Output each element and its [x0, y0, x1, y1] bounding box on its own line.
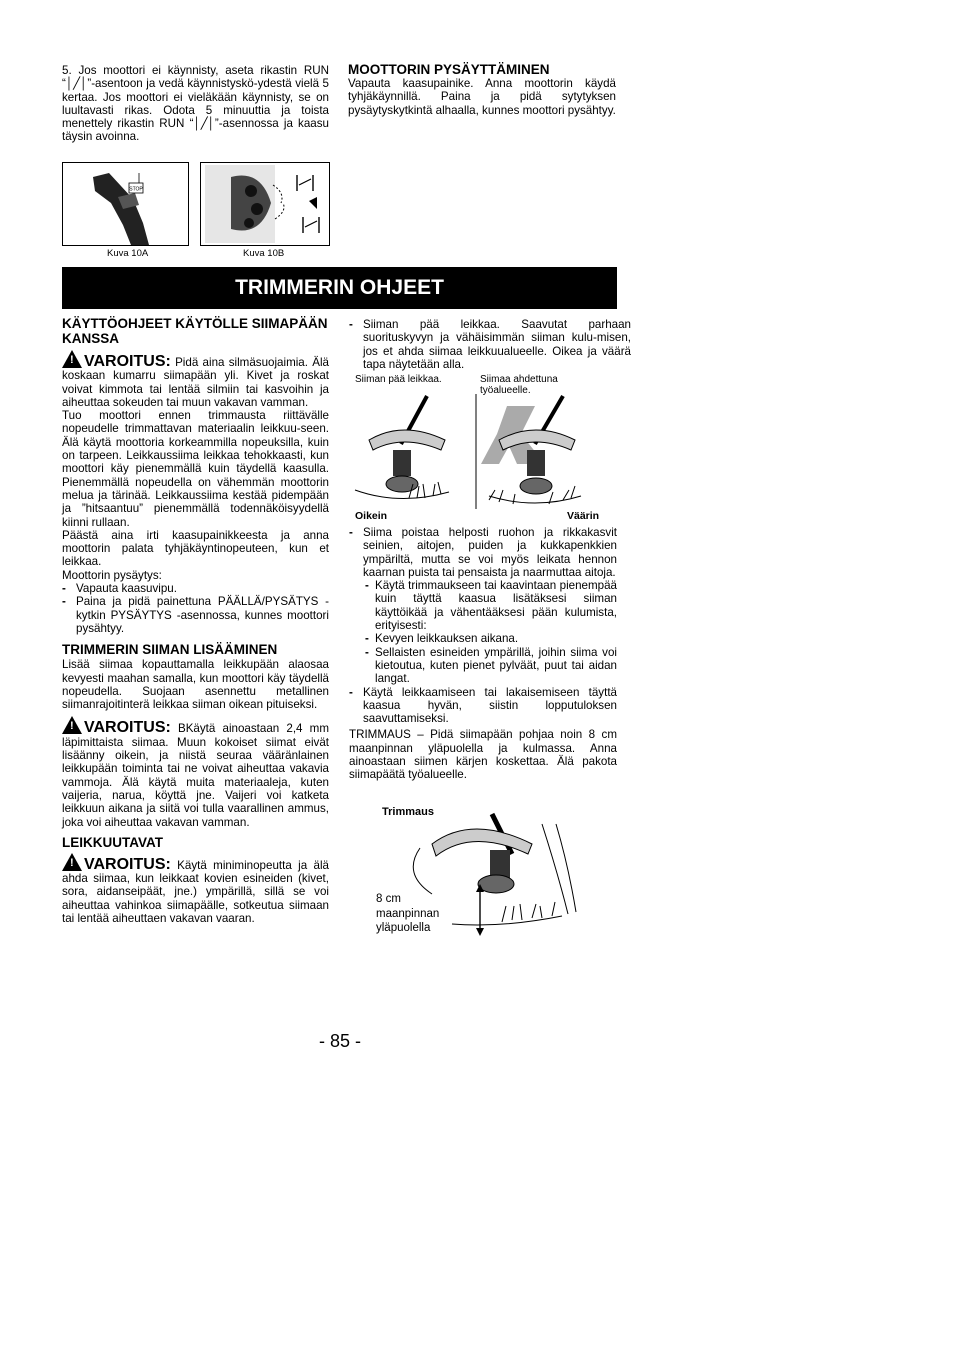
cutting-methods-heading: LEIKKUUTAVAT — [62, 834, 163, 850]
trimmer-head-illustration — [349, 394, 617, 512]
operation-heading: KÄYTTÖOHJEET KÄYTÖLLE SIIMAPÄÄN KANSSA — [62, 316, 328, 346]
right-subitem-3: - Sellaisten esineiden ympärillä, joihin siima voi kietoutua, kuten pienet pylväät, puut tai aidan langat. — [365, 645, 617, 686]
wrong-label: Väärin — [567, 510, 600, 522]
warning-1 — [62, 350, 329, 409]
correct-label: Oikein — [355, 510, 388, 522]
right-subitem-2: - Kevyen leikkauksen aikana. — [365, 632, 519, 646]
warning-1-text: Pidä aina silmäsuojaimia. Älä koskaan kumarru siimapään yli. Kivet ja roskat voivat kimmota tai lentää silmiin tai kasvoihin ja aiheuttaa sokeuden tai muun vakavan vamman. — [62, 356, 329, 409]
paragraph-3: Lisää siimaa kopauttamalla leikkupään alaosaa kevyesti maahan samalla, kun moottori käy täydellä nopeudella. Suojaan asennettu metallinen siimanrajoitinterä leikkaa siiman oikean pituiseksi. — [62, 658, 329, 712]
warning-3-text: Käytä miniminopeutta ja älä ahda siimaa, kun leikkaat kovien esineiden (kivet, sora, aidanseipäät, jne.) ympärillä, sillä se voi aiheuttaa vahinkoa siimapäälle, sotkeutua siimaan tai lentää aiheuttaen vakavan vaaran. — [62, 858, 329, 925]
warning-icon — [62, 853, 82, 871]
trimming-figure — [372, 804, 592, 944]
right-item-3: - Käytä leikkaamiseen tai lakaisemiseen täyttä kaasua hyvän, siistin lopputuloksen saavuttamiseksi. — [349, 685, 617, 726]
figure-10b-caption: Kuva 10B — [243, 248, 285, 259]
right-wrong-figure — [349, 372, 617, 522]
choke-illustration — [201, 163, 329, 245]
line-advance-heading: TRIMMERIN SIIMAN LISÄÄMINEN — [62, 642, 278, 658]
paragraph-2: Päästä aina irti kaasupainikkeesta ja anna moottorin palata tyhjäkäyntinopeuteen, kun et leikkaa. — [62, 528, 329, 569]
right-lower-column — [349, 526, 617, 782]
stop-intro: Moottorin pysäytys: — [62, 568, 162, 582]
left-column — [62, 316, 329, 925]
warning-word: VAROITUS: — [84, 353, 171, 370]
handle-illustration — [63, 163, 188, 245]
warning-3 — [62, 853, 329, 925]
trimming-paragraph: TRIMMAUS – Pidä siimapään pohjaa noin 8 cm maanpinnan yläpuolella ja kulmassa. Anna ainoastaan siimen kärjen koskettaa. Älä pakota siimapäätä työalueelle. — [349, 728, 617, 782]
engine-stop-heading: MOOTTORIN PYSÄYTTÄMINEN — [348, 62, 550, 77]
figure-10a-caption: Kuva 10A — [107, 248, 149, 259]
warning-icon — [62, 716, 82, 734]
right-item-1: - Siiman pää leikkaa. Saavutat parhaan suorituskyvyn ja vähäisimmän siiman kulu-misen, jos et ahda siimaa leikkuualueelle. Oikea ja väärä tapa näytetään alla. — [349, 318, 631, 371]
warning-word: VAROITUS: — [84, 719, 171, 737]
warning-2-text: BKäytä ainoastaan 2,4 mm läpimittaista siimaa. Muun kokoiset siimat eivät lisäänny oikein, ja niistä seuraa vääränlainen leikkupään toiminta tai ne voivat aiheuttaa vakavia vammoja. Älä käytä muita materiaaleja, kuten vaijeria, narua, köyttä jne. Vaijeri voi katketa leikkuun aikana ja siitä voi tulla vaarallinen ammus, joka voi aiheuttaa vakavan vamman. — [62, 722, 329, 829]
warning-2 — [62, 716, 329, 828]
figure-10a — [62, 162, 189, 246]
figure-label-right: Siimaa ahdettuna työalueelle. — [480, 374, 558, 396]
section-banner: TRIMMERIN OHJEET — [62, 267, 617, 309]
warning-icon — [62, 350, 82, 368]
figure-label-left: Siiman pää leikkaa. — [355, 374, 442, 385]
warning-word: VAROITUS: — [84, 855, 171, 873]
list-item: - Paina ja pidä painettuna PÄÄLLÄ/PYSÄTYS -kytkin PYSÄYTYS -asennossa, kunnes moottori pysähtyy. — [62, 595, 329, 635]
paragraph-1: Tuo moottori ennen trimmausta riittävälle nopeudelle trimmattavan materiaalin leikkuu-seen. Älä käytä moottoria korkeammilla nopeuksilla, kuin on tarpeen. Leikkaussiima leikkaa tehokkaasti, kun moottori käy pienemmällä kuin täydellä kaasulla. Pienemmällä nopeudella on vähemmän moottorin melua ja tärinää. Leikkaussiima kestää pidempään ja ”hitsaantuu” pienemmällä todennäköisyydellä kiinni rullaan. — [62, 409, 329, 529]
step-5-text: 5. Jos moottori ei käynnisty, aseta rikastin RUN “│╱│”-asentoon ja vedä käynnistyskö-ydestä vielä 5 kertaa. Jos moottori ei vieläkään käynnisty, se on luultavasti rikas. Odota 5 minuuttia ja toista menettely rikastin RUN “│╱│”-asennossa ja kaasu täysin avoinna. — [62, 64, 329, 144]
stop-label: STOP — [129, 186, 143, 193]
right-subitem-1: - Käytä trimmaukseen tai kaavintaan pienempää kuin täyttä kaasua lisätäksesi siiman käyttöikää ja vähentääksesi pään kulumista, erityisesti: — [365, 579, 617, 633]
page-number: - 85 - — [318, 1031, 361, 1051]
trimming-figure-title: Trimmaus — [382, 806, 434, 818]
figure-10b — [200, 162, 330, 246]
right-item-2: - Siima poistaa helposti ruohon ja rikkakasvit seinien, aitojen, puiden ja kukkapenkkien ympäriltä, mutta se voi myös leikata hennon kaarnan puista tai pensaista ja naarmuttaa aitoja. — [349, 526, 617, 579]
engine-stop-text: Vapauta kaasupainike. Anna moottorin käydä tyhjäkäynnillä. Paina ja pidä sytytyksen pysäytyskytkintä alhaalla, kunnes moottori pysähtyy. — [348, 77, 616, 117]
list-item: - Vapauta kaasuvipu. — [62, 582, 177, 596]
trimming-height-label: 8 cm maanpinnan yläpuolella — [376, 893, 440, 934]
